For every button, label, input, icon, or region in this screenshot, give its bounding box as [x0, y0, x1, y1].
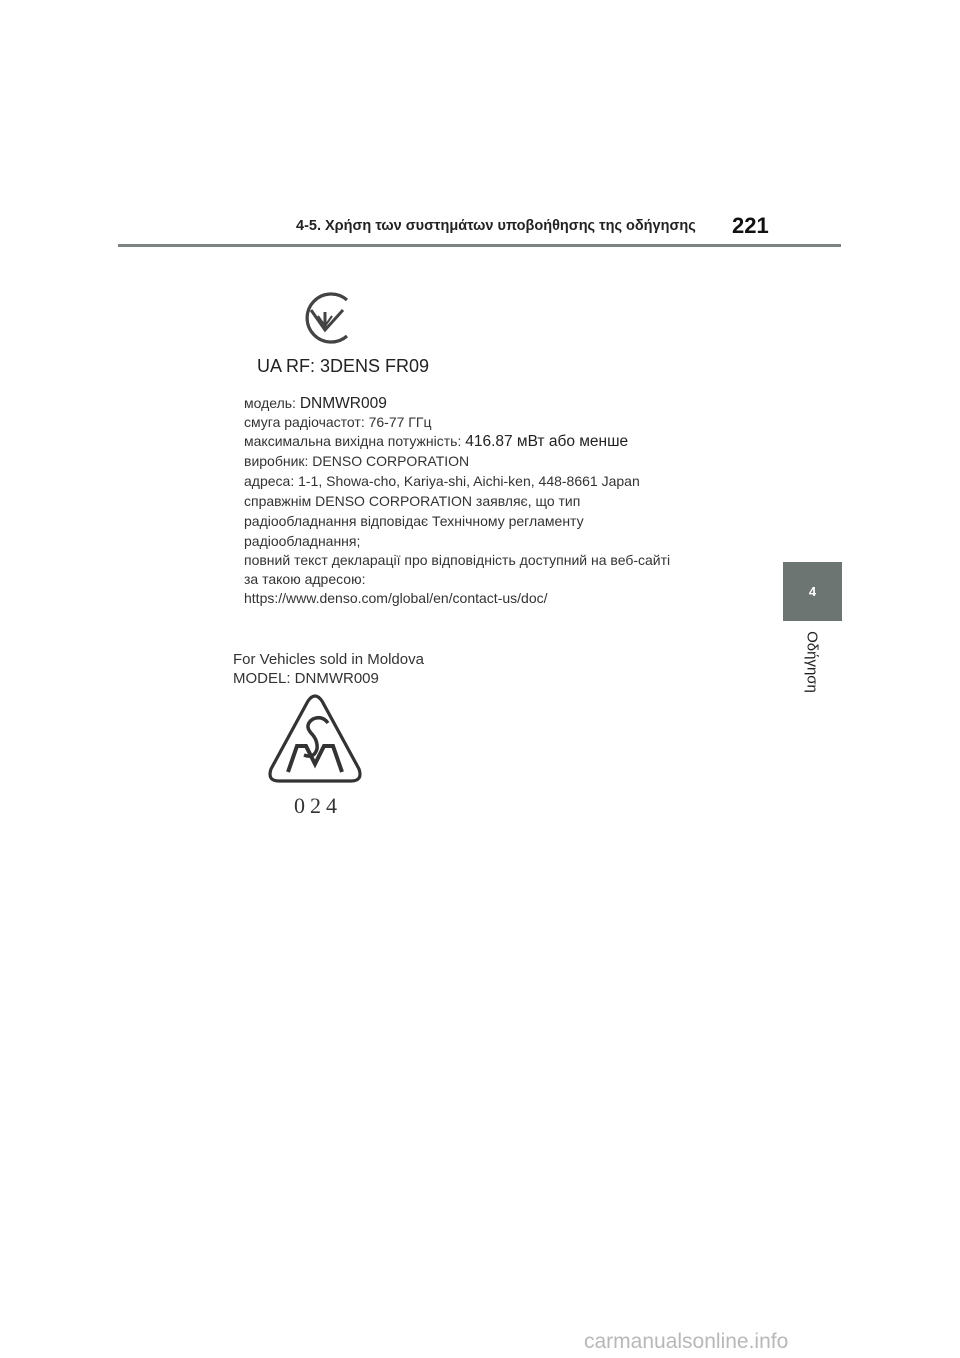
moldova-sm-conformity-mark-icon — [266, 693, 364, 790]
watermark: carmanualsonline.info — [584, 1330, 789, 1353]
declaration-line: радіообладнання; — [244, 533, 361, 549]
chapter-label: Οδήγηση — [803, 631, 821, 693]
moldova-mark-code: 024 — [294, 793, 342, 818]
power-value: 416.87 мВт або менше — [465, 433, 629, 450]
ukraine-conformity-mark-icon — [299, 288, 355, 353]
power-line — [244, 433, 628, 451]
ua-rf-code: UA RF: 3DENS FR09 — [257, 356, 430, 376]
chapter-number: 4 — [808, 584, 817, 599]
declaration-line: повний текст декларації про відповідність доступний на веб-сайті — [244, 552, 671, 568]
model-label: модель: — [244, 395, 296, 411]
model-value: DNMWR009 — [299, 395, 387, 412]
section-title: 4-5. Χρήση των συστημάτων υποβοήθησης της οδήγησης — [296, 218, 696, 234]
chapter-tab[interactable] — [783, 562, 842, 621]
declaration-line: радіообладнання відповідає Технічному регламенту — [244, 513, 584, 529]
moldova-section — [233, 650, 424, 688]
address-line: адреса: 1-1, Showa-cho, Kariya-shi, Aichi-ken, 448-8661 Japan — [244, 473, 640, 489]
declaration-line: за такою адресою: — [244, 571, 366, 587]
moldova-heading: For Vehicles sold in Moldova — [233, 651, 424, 668]
header-divider — [118, 244, 841, 247]
doc-url[interactable]: https://www.denso.com/global/en/contact-us/doc/ — [244, 590, 548, 606]
page-number: 221 — [732, 213, 769, 238]
manufacturer-line: виробник: DENSO CORPORATION — [244, 453, 470, 469]
power-label: максимальна вихідна потужність: — [244, 433, 462, 449]
declaration-line: справжнім DENSO CORPORATION заявляє, що тип — [244, 493, 581, 509]
moldova-model: MODEL: DNMWR009 — [233, 670, 379, 687]
band-line: смуга радіочастот: 76-77 ГГц — [244, 414, 432, 430]
model-line — [244, 395, 387, 413]
